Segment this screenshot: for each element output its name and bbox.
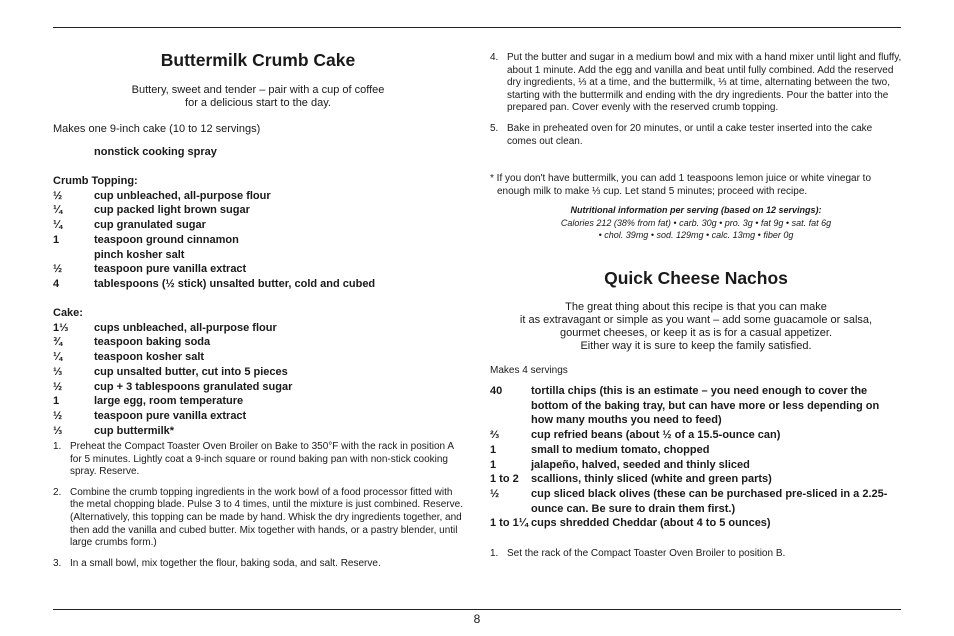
ingredient-amount: [53, 248, 94, 263]
ingredient-text: cup sliced black olives (these can be purchased pre-sliced in a 2.25-ounce can. Be sure to drain them first.): [531, 487, 888, 515]
ingredient-amount: ⅓: [53, 424, 63, 437]
spray-item: [53, 145, 463, 160]
ingredient-text: cups unbleached, all-purpose flour: [94, 321, 277, 334]
ingredient-row: [53, 262, 463, 277]
crumb-topping-list: [53, 174, 463, 292]
ingredient-text: teaspoon kosher salt: [94, 351, 205, 364]
ingredient-text: cup refried beans (about ½ of a 15.5-ounce can): [531, 429, 781, 442]
ingredient-row: [490, 516, 900, 531]
ingredient-row: [490, 458, 900, 473]
instruction-step: [490, 123, 902, 148]
ingredient-row: [53, 321, 463, 336]
ingredient-amount: 40: [490, 385, 503, 397]
ingredient-row: [53, 350, 463, 365]
step-text: Combine the crumb topping ingredients in the work bowl of a food processor fitted with the metal chopping blade. Pulse 3 to 4 times, until the mixture is just combined. Reserve. (Alternatively, this topping can be made by hand. Whisk the dry ingredients together, and then add the vanilla and cubed butter. Mix together with hands, or a pastry blender, until large crumbs form.): [70, 486, 463, 549]
ingredient-row: [490, 487, 900, 516]
instruction-step: [490, 52, 902, 115]
ingredient-text: cup unsalted butter, cut into 5 pieces: [94, 365, 288, 378]
ingredient-row: [490, 443, 900, 458]
ingredient-row: [53, 218, 463, 233]
ingredient-amount: ½: [53, 189, 63, 202]
ingredient-amount: 1: [53, 395, 60, 408]
ingredient-amount: ¼: [53, 204, 63, 217]
step-text: Preheat the Compact Toaster Oven Broiler on Bake to 350°F with the rack in position A for 5 minutes. Lightly coat a 9-inch square or round baking pan with non-stick cooking spray. Reserve.: [70, 441, 454, 478]
ingredient-text: large egg, room temperature: [94, 395, 244, 408]
ingredient-text: cup buttermilk*: [94, 424, 175, 437]
ingredient-text: jalapeño, halved, seeded and thinly sliced: [531, 458, 750, 471]
intro-line: for a delicious start to the day.: [185, 97, 331, 109]
step-number: 5.: [490, 122, 499, 134]
page-number: 8: [473, 612, 481, 626]
ingredient-amount: ⅓: [53, 365, 63, 378]
ingredient-amount: 4: [53, 277, 60, 290]
buttermilk-steps-left: [53, 441, 463, 578]
ingredient-row: [490, 428, 900, 443]
buttermilk-intro: [53, 84, 463, 110]
nutrition-title: Nutritional information per serving (based on 12 servings):: [570, 205, 822, 215]
ingredient-row: [53, 424, 463, 439]
ingredient-amount: 1: [490, 458, 497, 471]
ingredient-amount: ⅔: [490, 429, 500, 442]
step-text: In a small bowl, mix together the flour, baking soda, and salt. Reserve.: [70, 557, 381, 569]
buttermilk-makes: Makes one 9-inch cake (10 to 12 servings): [53, 123, 261, 135]
ingredient-text: cup packed light brown sugar: [94, 204, 250, 217]
buttermilk-footnote: * If you don't have buttermilk, you can add 1 teaspoons lemon juice or white vinegar to enough milk to make ⅓ cup. Let stand 5 minutes; proceed with recipe.: [490, 173, 872, 197]
ingredient-text: cup + 3 tablespoons granulated sugar: [94, 380, 293, 393]
step-number: 4.: [490, 52, 499, 63]
ingredient-row: [53, 189, 463, 204]
bottom-rule: [53, 609, 901, 610]
step-number: 2.: [53, 486, 62, 498]
ingredient-amount: 1: [53, 233, 60, 246]
nutrition-info: [490, 204, 902, 242]
ingredient-text: nonstick cooking spray: [94, 146, 217, 158]
ingredient-row: [53, 365, 463, 380]
top-rule: [53, 27, 901, 28]
crumb-heading: Crumb Topping:: [53, 175, 138, 187]
ingredient-text: small to medium tomato, chopped: [531, 443, 710, 456]
ingredient-text: teaspoon pure vanilla extract: [94, 409, 247, 422]
ingredient-row: [53, 409, 463, 424]
ingredient-row: [53, 277, 463, 292]
ingredient-amount: ½: [53, 409, 63, 422]
cake-heading: Cake:: [53, 307, 83, 319]
step-number: 3.: [53, 557, 62, 569]
step-text: Bake in preheated oven for 20 minutes, or until a cake tester inserted into the cake comes out clean.: [507, 122, 873, 147]
ingredient-text: teaspoon pure vanilla extract: [94, 263, 247, 276]
step-text: Set the rack of the Compact Toaster Oven Broiler to position B.: [507, 548, 786, 559]
ingredient-amount: 1 to 1¼: [490, 517, 528, 530]
step-text: Put the butter and sugar in a medium bowl and mix with a hand mixer until light and fluffy, about 1 minute. Add the egg and vanilla and beat until fully combined. Add the reserved dry ingredients, ⅓ at a time, and the buttermilk, ⅓ at time, alternating between the two, starting with the buttermilk and ending with the dry ingredients. Pour the batter into the prepared pan. Cover evenly with the reserved crumb topping.: [507, 52, 902, 114]
ingredient-amount: 1⅓: [53, 321, 69, 334]
ingredient-amount: ¼: [53, 219, 63, 232]
ingredient-text: scallions, thinly sliced (white and green parts): [531, 473, 772, 486]
nutrition-line: • chol. 39mg • sod. 129mg • calc. 13mg • fiber 0g: [598, 230, 794, 240]
ingredient-text: cups shredded Cheddar (about 4 to 5 ounces): [531, 517, 771, 530]
ingredient-amount: ¾: [53, 336, 63, 349]
ingredient-text: cup unbleached, all-purpose flour: [94, 189, 271, 202]
intro-line: Buttery, sweet and tender – pair with a cup of coffee: [131, 84, 385, 96]
ingredient-text: tortilla chips (this is an estimate – you need enough to cover the bottom of the baking tray, but can have more or less depending on how many mouths you need to feed): [531, 385, 880, 427]
buttermilk-steps-right: [490, 52, 902, 156]
intro-line: it as extravagant or simple as you want – add some guacamole or salsa,: [519, 314, 873, 326]
ingredient-row: [53, 203, 463, 218]
ingredient-amount: 1: [490, 443, 497, 456]
step-number: 1.: [490, 548, 499, 559]
nutrition-line: Calories 212 (38% from fat) • carb. 30g • pro. 3g • fat 9g • sat. fat 6g: [560, 217, 832, 228]
ingredient-text: pinch kosher salt: [94, 248, 185, 261]
instruction-step: [490, 548, 902, 561]
nachos-steps: [490, 548, 902, 569]
nachos-makes: Makes 4 servings: [490, 365, 568, 376]
ingredient-amount: 1 to 2: [490, 473, 519, 486]
ingredient-amount: ½: [490, 487, 500, 500]
buttermilk-title: Buttermilk Crumb Cake: [160, 50, 356, 70]
intro-line: Either way it is sure to keep the family satisfied.: [580, 340, 812, 352]
ingredient-row: [53, 233, 463, 248]
ingredient-amount: ½: [53, 263, 63, 276]
intro-line: gourmet cheeses, or keep it as is for a casual appetizer.: [559, 327, 833, 339]
ingredient-row: [490, 384, 900, 428]
ingredient-amount: ½: [53, 380, 63, 393]
nachos-title: Quick Cheese Nachos: [604, 268, 788, 288]
ingredient-row: [490, 472, 900, 487]
ingredient-row: [53, 394, 463, 409]
intro-line: The great thing about this recipe is that you can make: [565, 301, 827, 313]
instruction-step: [53, 441, 463, 479]
cake-list: [53, 306, 463, 438]
step-number: 1.: [53, 441, 62, 452]
ingredient-row: [53, 248, 463, 263]
nachos-ingredient-list: [490, 384, 900, 531]
instruction-step: [53, 558, 463, 571]
ingredient-text: cup granulated sugar: [94, 219, 206, 232]
ingredient-text: teaspoon baking soda: [94, 336, 211, 349]
ingredient-row: [53, 380, 463, 395]
instruction-step: [53, 487, 463, 550]
ingredient-row: [53, 335, 463, 350]
nachos-intro: [490, 301, 902, 353]
ingredient-text: tablespoons (½ stick) unsalted butter, cold and cubed: [94, 277, 376, 290]
ingredient-text: teaspoon ground cinnamon: [94, 233, 239, 246]
ingredient-amount: ¼: [53, 351, 63, 364]
